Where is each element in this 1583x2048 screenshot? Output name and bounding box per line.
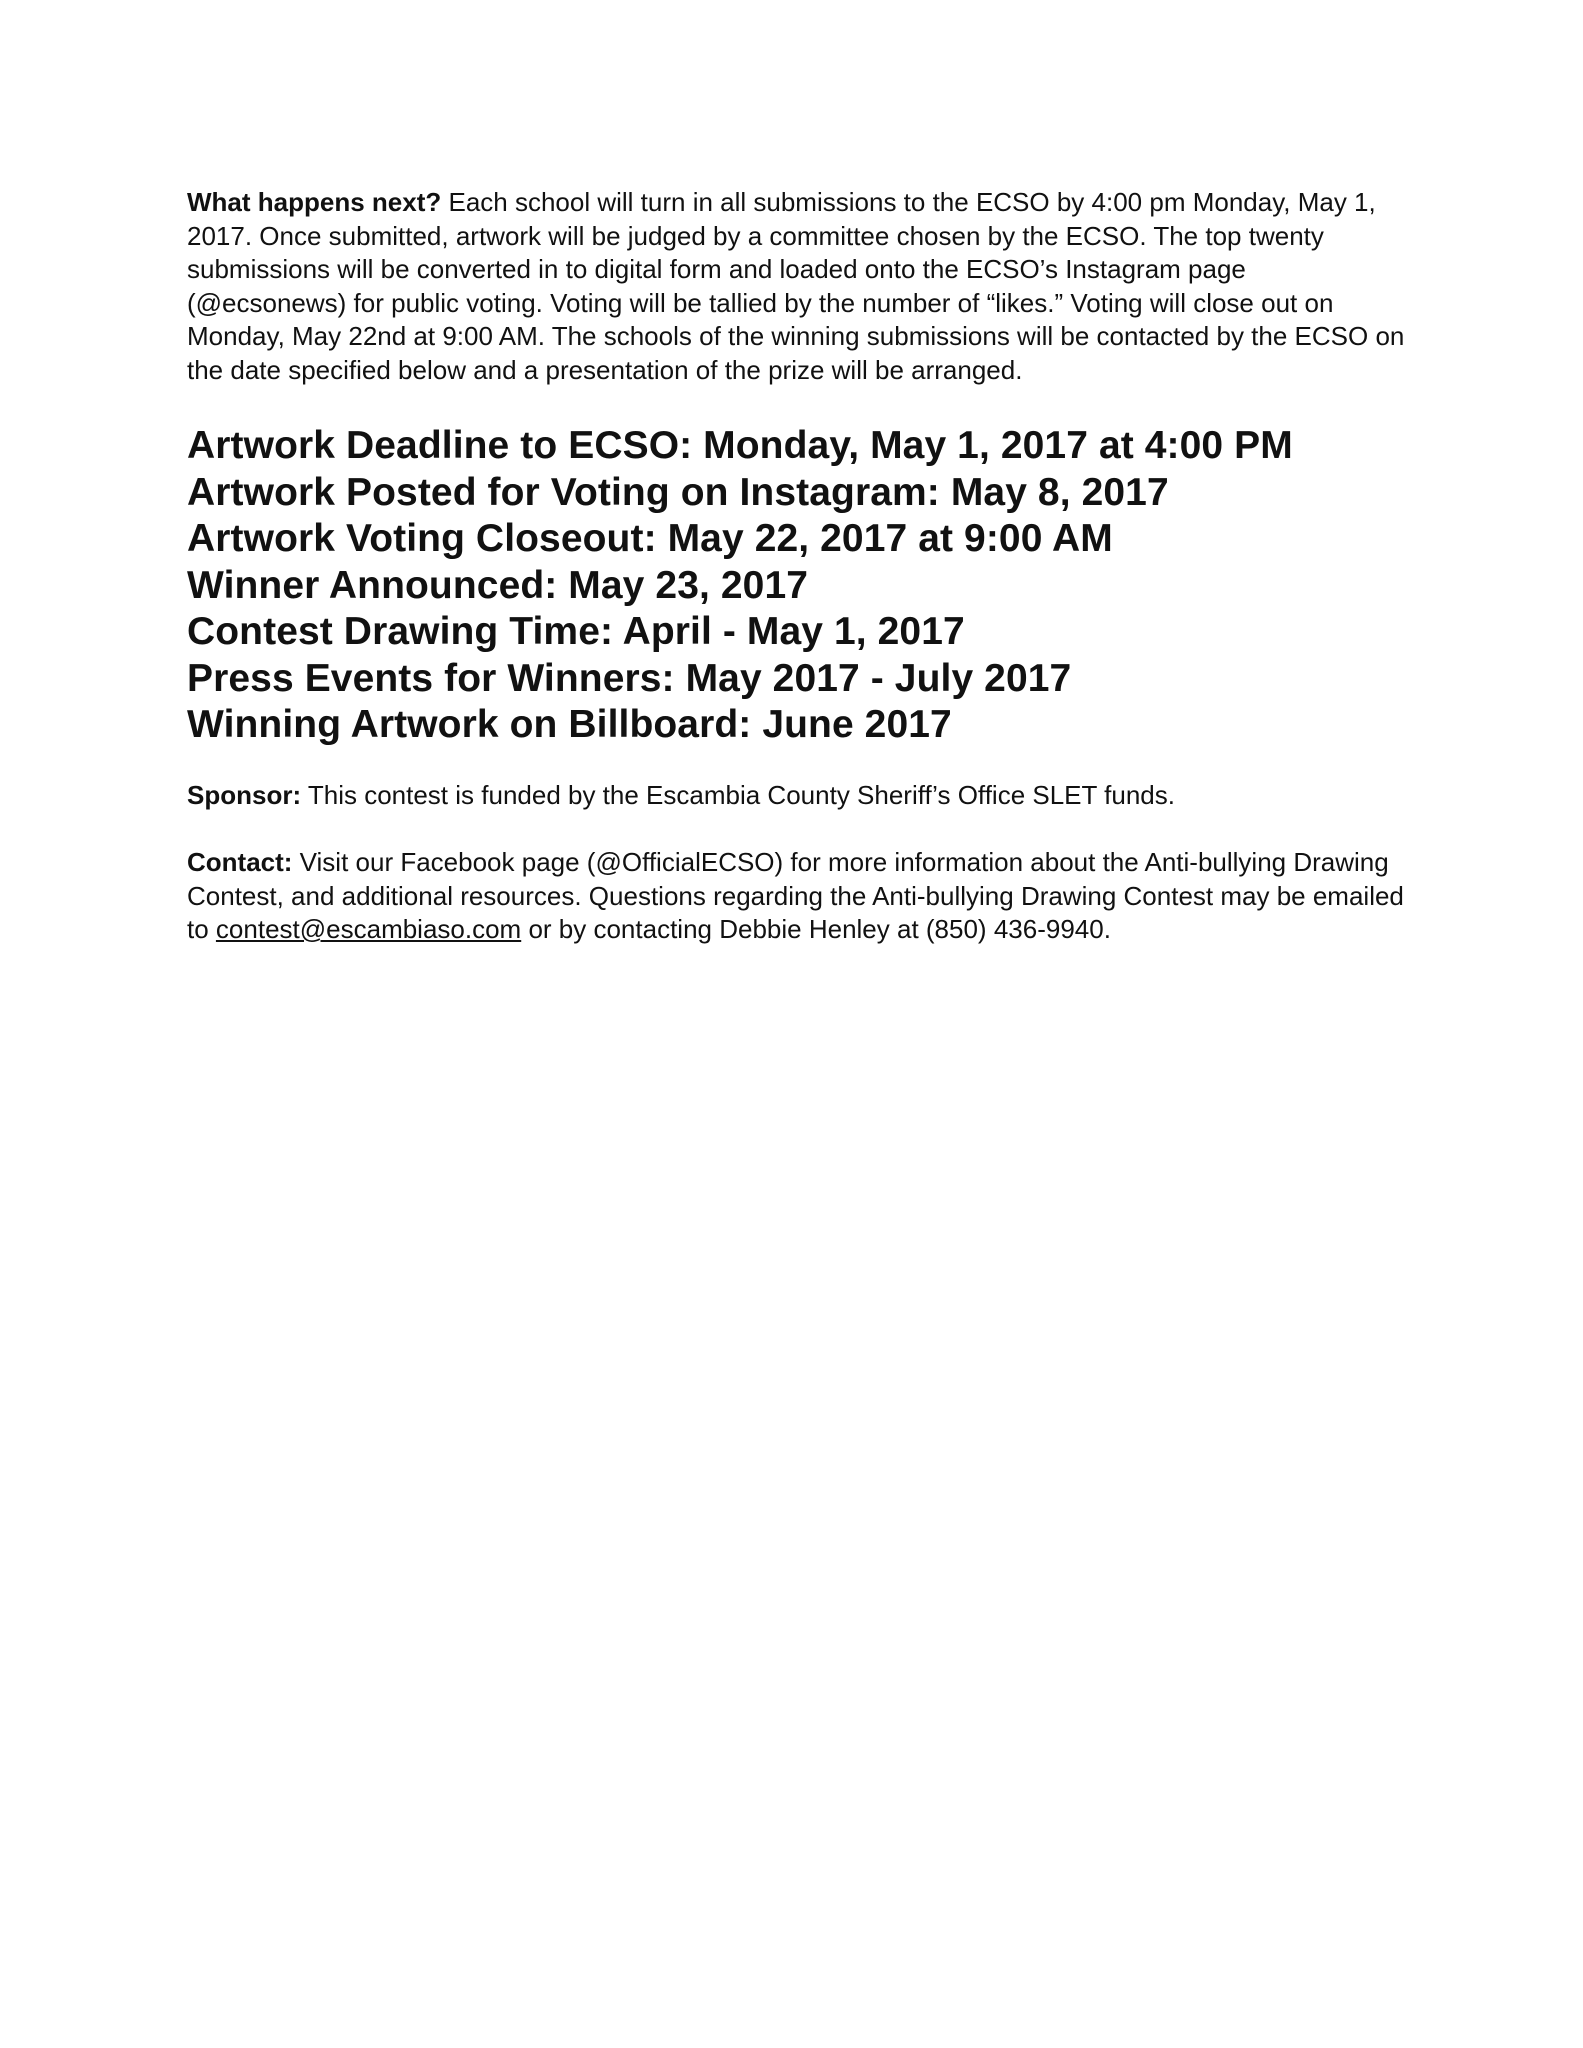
schedule-item-press-events: Press Events for Winners: May 2017 - July 2017	[187, 656, 1072, 700]
what-happens-next-text: Each school will turn in all submissions to the ECSO by 4:00 pm Monday, May 1, 2017. Once submitted, artwork will be judged by a committee chosen by the ECSO. The top twenty submissions will be converted in to digital form and loaded onto the ECSO’s Instagram page (@ecsonews) for public voting. Voting will be tallied by the number of “likes.” Voting will close out on Monday, May 22nd at 9:00 AM. The schools of the winning submissions will be contacted by the ECSO on the date specified below and a presentation of the prize will be arranged.	[187, 187, 1405, 385]
sponsor-label: Sponsor:	[187, 779, 302, 810]
schedule-item-artwork-deadline: Artwork Deadline to ECSO: Monday, May 1, 2017 at 4:00 PM	[187, 424, 1293, 467]
schedule-item-voting-closeout: Artwork Voting Closeout: May 22, 2017 at 9:00 AM	[187, 517, 1113, 560]
what-happens-next-label: What happens next?	[187, 187, 442, 217]
schedule-item-posted-for-voting: Artwork Posted for Voting on Instagram: May 8, 2017	[187, 470, 1169, 514]
schedule-item-drawing-time: Contest Drawing Time: April - May 1, 2017	[187, 610, 965, 653]
contact-email-link[interactable]: contest@escambiaso.com	[215, 914, 522, 944]
contact-label: Contact:	[187, 847, 293, 877]
document-page	[187, 186, 1407, 947]
contact-text-after: or by contacting Debbie Henley at (850) 436-9940.	[521, 914, 1111, 944]
contact-paragraph	[187, 846, 1407, 947]
schedule-item-billboard: Winning Artwork on Billboard: June 2017	[187, 703, 952, 746]
sponsor-paragraph	[187, 779, 1407, 813]
schedule-list	[187, 423, 1407, 749]
contact-text-before: Visit our Facebook page (@OfficialECSO) for more information about the Anti-bullying Drawing Contest, and additional resources. Questions regarding the Anti-bullying Drawing Contest may be emailed to	[187, 847, 1404, 944]
what-happens-next-paragraph	[187, 186, 1407, 387]
sponsor-text: This contest is funded by the Escambia County Sheriff’s Office SLET funds.	[301, 779, 1175, 810]
schedule-item-winner-announced: Winner Announced: May 23, 2017	[187, 563, 809, 607]
